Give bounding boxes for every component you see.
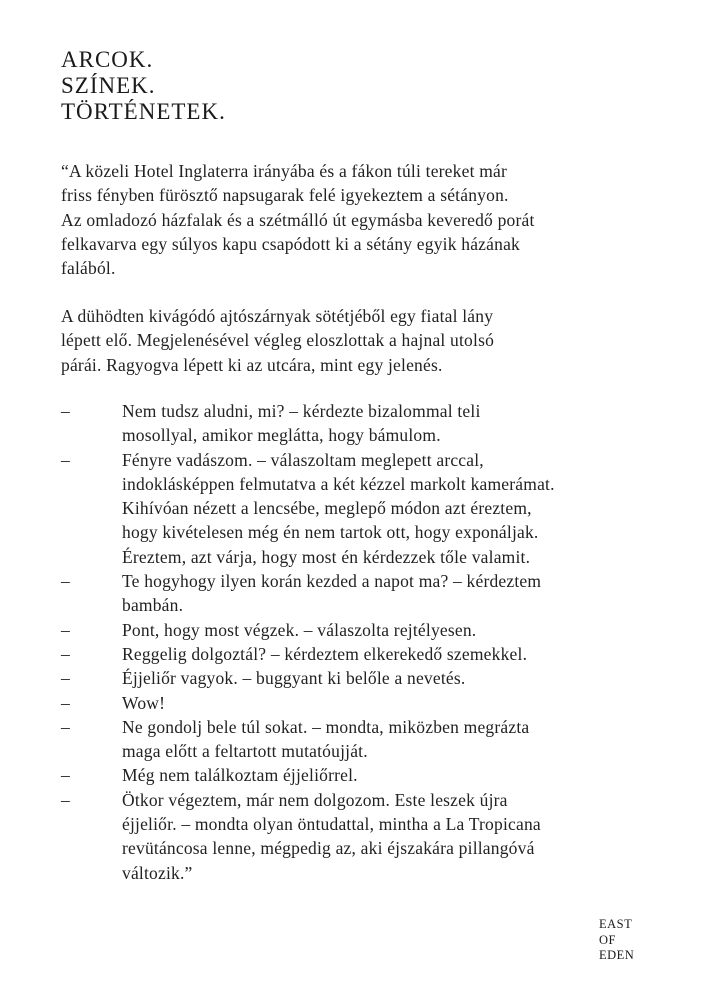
text-line: párái. Ragyogva lépett ki az utcára, mint egy jelenés. bbox=[61, 354, 443, 375]
dialogue-dash: – bbox=[61, 643, 70, 664]
heading-line: ARCOK. bbox=[61, 47, 154, 72]
dialogue-item bbox=[61, 642, 661, 666]
dialogue-line: Nem tudsz aludni, mi? – kérdezte bizalommal teli bbox=[122, 401, 481, 421]
dialogue-line: Éjjeliőr vagyok. – buggyant ki belőle a nevetés. bbox=[122, 668, 466, 689]
dialogue-line: Reggelig dolgoztál? – kérdeztem elkerekedő szemekkel. bbox=[122, 643, 528, 664]
dialogue-line: mosollyal, amikor meglátta, hogy bámulom. bbox=[122, 425, 441, 446]
dialogue-dash: – bbox=[61, 449, 70, 470]
dialogue-dash: – bbox=[61, 716, 70, 737]
dialogue-item bbox=[61, 763, 661, 787]
logo-line: OF bbox=[599, 932, 616, 947]
text-line: “A közeli Hotel Inglaterra irányába és a fákon túli tereket már bbox=[61, 161, 508, 181]
intro-paragraph bbox=[61, 159, 661, 280]
dialogue-item bbox=[61, 691, 661, 715]
dialogue-line: Fényre vadászom. – válaszoltam meglepett arccal, bbox=[122, 449, 484, 470]
dialogue-item bbox=[61, 399, 661, 448]
dialogue-dash: – bbox=[61, 571, 70, 592]
second-paragraph bbox=[61, 304, 661, 377]
dialogue-dash: – bbox=[61, 619, 70, 640]
text-line: falából. bbox=[61, 258, 116, 279]
dialogue-line: Ötkor végeztem, már nem dolgozom. Este leszek újra bbox=[122, 789, 508, 810]
east-of-eden-logo bbox=[599, 917, 634, 964]
dialogue-dash: – bbox=[61, 765, 70, 786]
dialogue-line: indoklásképpen felmutatva a két kézzel markolt kamerámat. bbox=[122, 473, 555, 494]
dialogue-line: Wow! bbox=[122, 692, 166, 713]
dialogue-line: Még nem találkoztam éjjeliőrrel. bbox=[122, 765, 358, 786]
text-line: felkavarva egy súlyos kapu csapódott ki a sétány egyik házának bbox=[61, 233, 520, 254]
dialogue-dash: – bbox=[61, 692, 70, 713]
dialogue-line: Te hogyhogy ilyen korán kezded a napot ma? – kérdeztem bbox=[122, 571, 542, 592]
dialogue-line: hogy kivételesen még én nem tartok ott, hogy exponáljak. bbox=[122, 522, 539, 543]
dialogue-line: Éreztem, azt várja, hogy most én kérdezzek tőle valamit. bbox=[122, 546, 531, 567]
text-line: Az omladozó házfalak és a szétmálló út egymásba keveredő porát bbox=[61, 209, 535, 230]
dialogue-dash: – bbox=[61, 401, 70, 421]
dialogue-item bbox=[61, 448, 661, 569]
dialogue-item bbox=[61, 715, 661, 764]
text-line: A dühödten kivágódó ajtószárnyak sötétjéből egy fiatal lány bbox=[61, 306, 494, 326]
dialogue-list bbox=[61, 399, 661, 885]
dialogue-dash: – bbox=[61, 789, 70, 810]
dialogue-item bbox=[61, 666, 661, 690]
dialogue-item bbox=[61, 618, 661, 642]
dialogue-line: Kihívóan nézett a lencsébe, meglepő módon azt éreztem, bbox=[122, 498, 532, 519]
text-line: friss fényben fürösztő napsugarak felé igyekeztem a sétányon. bbox=[61, 185, 509, 206]
text-line: lépett elő. Megjelenésével végleg eloszlottak a hajnal utolsó bbox=[61, 330, 495, 351]
dialogue-line: bambán. bbox=[122, 595, 184, 616]
dialogue-line: éjjeliőr. – mondta olyan öntudattal, mintha a La Tropicana bbox=[122, 814, 541, 835]
dialogue-line: változik.” bbox=[122, 862, 193, 883]
page-heading bbox=[61, 47, 226, 125]
heading-line: TÖRTÉNETEK. bbox=[61, 99, 226, 124]
logo-line: EDEN bbox=[599, 948, 635, 962]
heading-line: SZÍNEK. bbox=[61, 73, 156, 98]
dialogue-dash: – bbox=[61, 668, 70, 689]
logo-line: EAST bbox=[599, 917, 633, 931]
dialogue-line: revütáncosa lenne, mégpedig az, aki éjszakára pillangóvá bbox=[122, 838, 535, 859]
dialogue-item bbox=[61, 788, 661, 885]
dialogue-line: Pont, hogy most végzek. – válaszolta rejtélyesen. bbox=[122, 619, 477, 640]
dialogue-line: maga előtt a feltartott mutatóujját. bbox=[122, 741, 368, 762]
dialogue-item bbox=[61, 569, 661, 618]
dialogue-line: Ne gondolj bele túl sokat. – mondta, miközben megrázta bbox=[122, 716, 530, 737]
